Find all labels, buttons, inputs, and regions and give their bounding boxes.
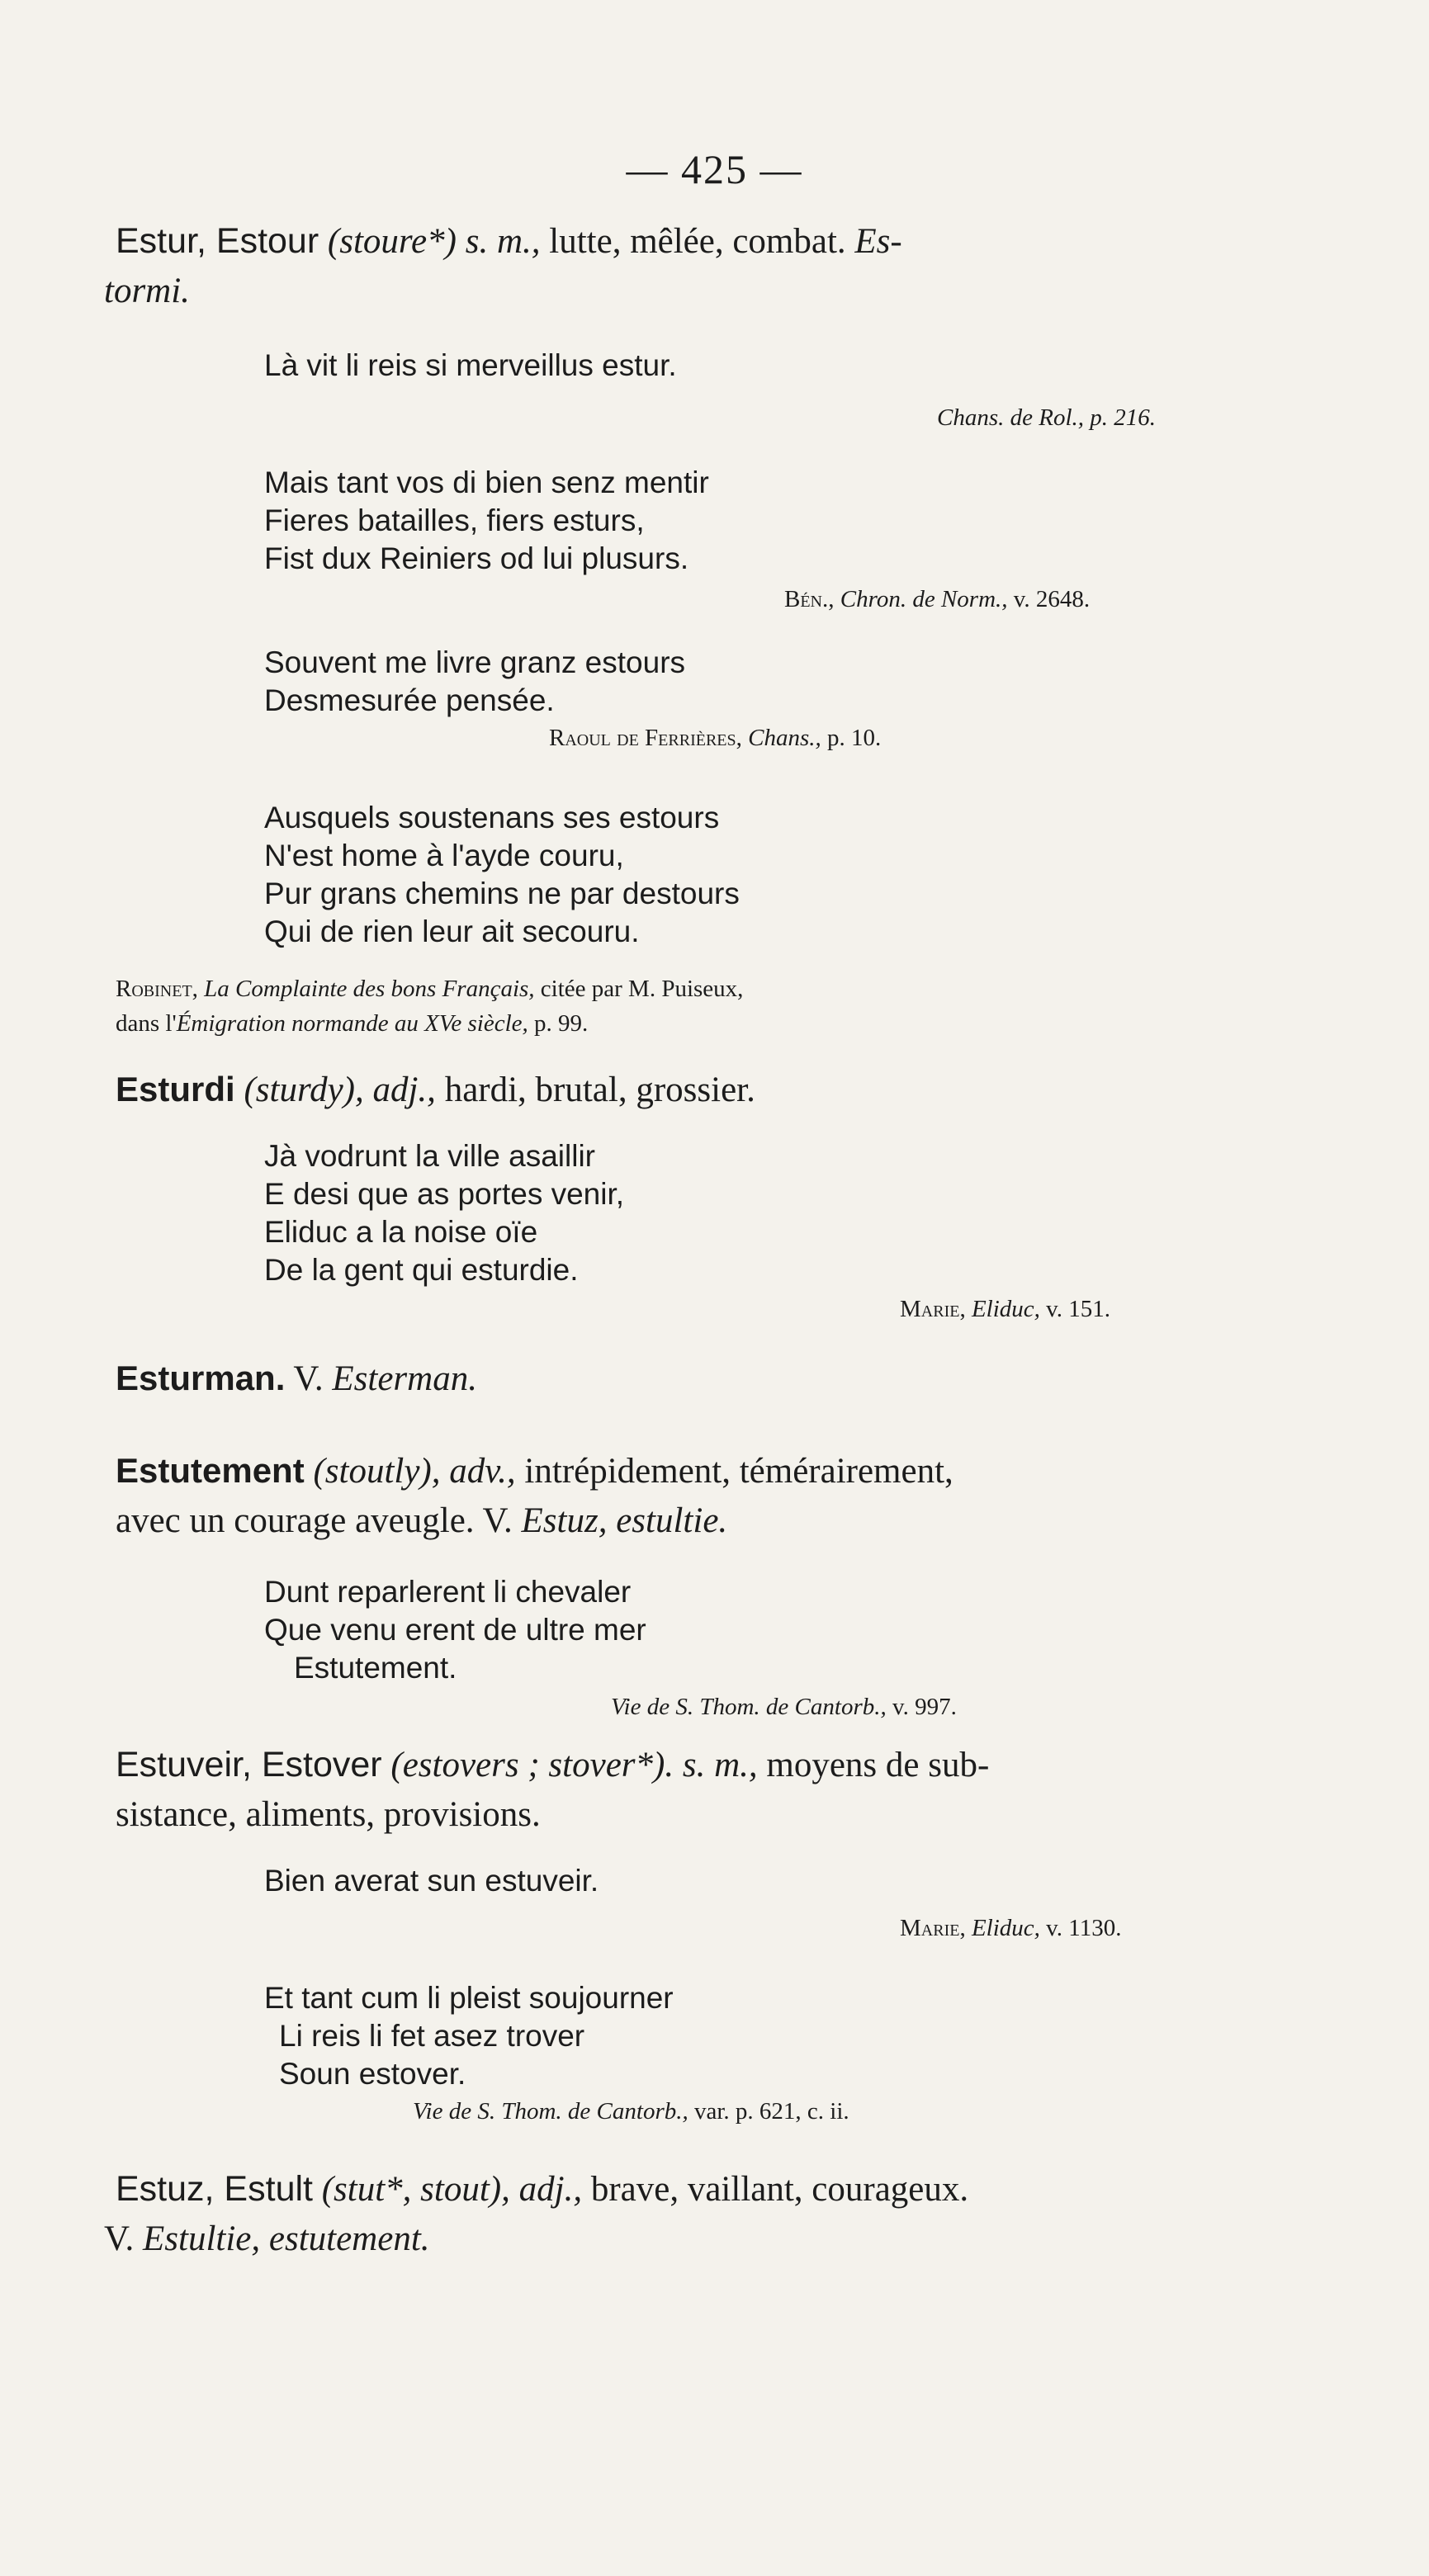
quote-source-cont [116,1009,588,1038]
verse-line: Jà vodrunt la ville asaillir [264,1139,596,1173]
quote-verse [264,464,709,578]
source-ref: p. 99. [534,1010,589,1037]
entry-estur [104,216,1354,316]
entry-line [116,1740,1354,1790]
definition: moyens de sub- [766,1746,990,1784]
grammar: adj., [518,2170,583,2209]
definition: intrépidement, témérairement, [524,1452,953,1491]
source-work: La Complainte des bons Français, [204,976,535,1002]
entry-esturdi [116,1065,1354,1115]
source-ref: v. 1130. [1046,1915,1122,1941]
source-author: Bén., [784,586,835,612]
quote-source [784,584,1090,614]
source-note: citée par M. Puiseux, [540,976,744,1002]
grammar: adv., [449,1452,516,1491]
etymology: (sturdy), [244,1071,364,1109]
cross-reference: Esterman. [332,1359,477,1398]
cross-reference-label: V. [293,1359,324,1398]
verse-line: Desmesurée pensée. [264,683,555,717]
cross-reference: Es- [854,222,902,261]
etymology: (stut*, stout), [321,2170,510,2209]
cross-reference: Estultie, estutement. [143,2219,430,2258]
entry-estuz [104,2164,1354,2264]
entry-line [116,2164,1354,2214]
grammar: s. m., [465,222,541,261]
quote-verse [264,1979,674,2093]
entry-line [116,1446,1354,1496]
source-work: Eliduc, [971,1296,1040,1322]
source-author: Robinet, [116,976,198,1002]
cross-reference: Estuz, estultie. [521,1501,728,1540]
headword: Estuveir, Estover [116,1745,382,1784]
headword: Estutement [116,1451,305,1490]
verse-line: Et tant cum li pleist soujourner [264,1981,674,2015]
quote-source [611,1692,957,1722]
headword: Esturdi [116,1070,235,1108]
source-work: Vie de S. Thom. de Cantorb., [413,2098,688,2125]
entry-estutement [116,1446,1354,1546]
verse-line: Pur grans chemins ne par destours [264,877,740,910]
verse-line: Qui de rien leur ait secouru. [264,915,640,948]
definition-cont: avec un courage aveugle. V. [116,1501,513,1540]
quote-verse [264,1862,599,1900]
headword: Estuz, Estult [116,2169,313,2209]
definition: hardi, brutal, grossier. [444,1071,755,1109]
quote-source: Chans. de Rol., p. 216. [937,404,1157,431]
cross-reference-label: V. [104,2219,135,2258]
verse-line: Mais tant vos di bien senz mentir [264,466,709,499]
verse-line: Fist dux Reiniers od lui plusurs. [264,541,689,575]
verse-line: Fieres batailles, fiers esturs, [264,503,645,537]
headword: Estur, Estour [116,221,319,261]
verse-line: Que venu erent de ultre mer [264,1613,646,1647]
source-ref: p. 10. [827,725,882,751]
definition: lutte, mêlée, combat. [549,222,846,261]
source-author: Raoul de Ferrières, [549,725,742,751]
cross-reference-tail: tormi. [104,272,190,310]
source-work: Vie de S. Thom. de Cantorb., [611,1694,887,1720]
entry-estuveir [116,1740,1354,1840]
source-ref: var. p. 621, c. ii. [694,2098,849,2125]
verse-line: Eliduc a la noise oïe [264,1215,538,1249]
verse-line: Ausquels soustenans ses estours [264,801,720,834]
verse-line: Dunt reparlerent li chevaler [264,1575,632,1609]
entry-line [116,1496,1354,1546]
verse-line: Souvent me livre granz estours [264,645,686,679]
verse-line: Li reis li fet asez trover [279,2019,585,2053]
quote-verse [264,1137,624,1289]
source-ref: v. 997. [892,1694,957,1720]
quote-source [116,974,743,1004]
headword: Esturman. [116,1359,286,1397]
verse-line: Bien averat sun estuveir. [264,1864,599,1898]
verse-line: N'est home à l'ayde couru, [264,839,624,872]
source-work: Émigration normande au XVe siècle, [176,1010,528,1037]
definition-cont: sistance, aliments, provisions. [116,1795,541,1834]
verse-line: Estutement. [294,1651,457,1685]
quote-verse [264,644,685,720]
grammar: adj., [372,1071,436,1109]
etymology: (stoutly), [313,1452,441,1491]
quote-verse [264,347,677,385]
verse-line: E desi que as portes venir, [264,1177,625,1211]
source-work: Chans., [748,725,821,751]
quote-verse [264,799,740,951]
entry-line [104,2214,1354,2264]
verse-line: Soun estover. [279,2057,466,2091]
definition: brave, vaillant, courageux. [590,2170,969,2209]
quote-verse [264,1573,646,1687]
source-author: Marie, [900,1915,966,1941]
etymology: (stoure*) [327,222,457,261]
quote-source [900,1913,1121,1943]
verse-line: De la gent qui esturdie. [264,1253,579,1287]
entry-line [116,1790,1354,1840]
verse-line: Là vit li reis si merveillus estur. [264,348,677,382]
source-ref: v. 2648. [1013,586,1091,612]
entry-esturman [116,1354,1354,1404]
source-note: dans l' [116,1010,177,1037]
source-author: Marie, [900,1296,966,1322]
entry-estur-line1 [116,216,1354,267]
etymology: (estovers ; stover*). [390,1746,674,1784]
source-work: Eliduc, [971,1915,1040,1941]
page-number: — 425 — [626,146,803,192]
source-work: Chron. de Norm., [840,586,1008,612]
grammar: s. m., [682,1746,758,1784]
quote-source [549,723,881,753]
quote-source [900,1294,1110,1324]
source-ref: v. 151. [1046,1296,1111,1322]
quote-source [413,2096,849,2126]
